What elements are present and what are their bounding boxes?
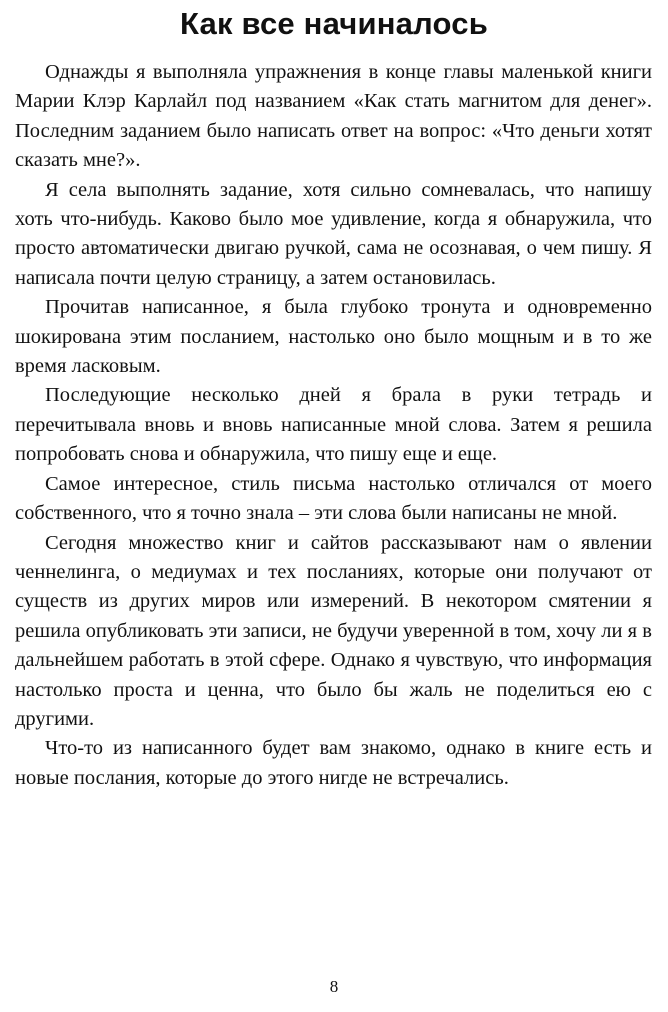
paragraph-4: Последующие несколько дней я брала в руки тетрадь и перечитывала вновь и вновь написанные мной слова. Затем я решила попробовать снова и обнаружила, что пишу еще и еще.: [15, 384, 652, 466]
paragraph-6: Сегодня множество книг и сайтов рассказывают нам о явлении ченнелинга, о медиумах и тех посланиях, которые они получают от существ из других миров или измерений. В некотором смятении я решила опубликовать эти записи, не будучи уверенной в том, хочу ли я в дальнейшем работать в этой сфере. Однако я чувствую, что информация настолько проста и ценна, что было бы жаль не поделиться ею с другими.: [15, 531, 652, 730]
paragraph-2: Я села выполнять задание, хотя сильно сомневалась, что напишу хоть что-нибудь. Каково было мое удивление, когда я обнаружила, что просто автоматически двигаю ручкой, сама не осознавая, о чем пишу. Я написала почти целую страницу, а затем остановилась.: [15, 178, 652, 289]
paragraph-7: Что-то из написанного будет вам знакомо, однако в книге есть и новые послания, которые до этого нигде не встречались.: [15, 737, 652, 789]
page-number: 8: [329, 977, 339, 996]
chapter-title: Как все начиналось: [180, 6, 488, 41]
chapter-body: [15, 58, 652, 793]
paragraph-1: Однажды я выполняла упражнения в конце главы маленькой книги Марии Клэр Карлайл под названием «Как стать магнитом для денег». Последним заданием было написать ответ на вопрос: «Что деньги хотят сказать мне?».: [15, 61, 652, 172]
paragraph-3: Прочитав написанное, я была глубоко тронута и одновременно шокирована этим посланием, настолько оно было мощным и в то же время ласковым.: [15, 296, 652, 378]
paragraph-5: Самое интересное, стиль письма настолько отличался от моего собственного, что я точно знала – эти слова были написаны не мной.: [15, 472, 652, 525]
